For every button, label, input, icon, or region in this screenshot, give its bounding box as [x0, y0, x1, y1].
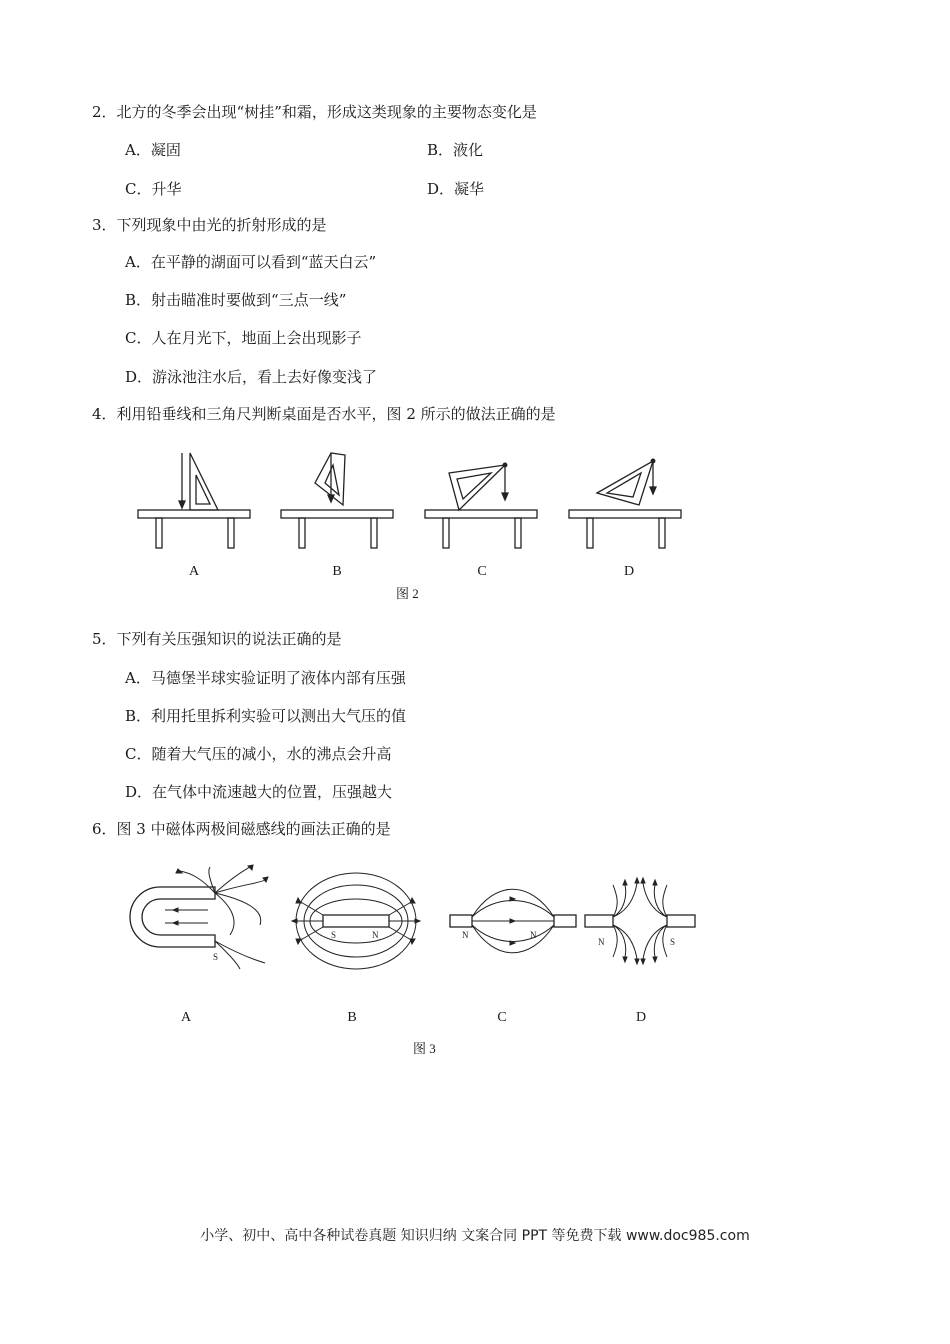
figure-2-label-b: B — [332, 564, 342, 579]
figure-2-c-drawing — [425, 463, 537, 548]
question-5-option-c: C．随着大气压的减小，水的沸点会升高 — [125, 745, 392, 763]
figure-3-label-c: C — [497, 1010, 507, 1025]
question-5-stem: 5．下列有关压强知识的说法正确的是 — [92, 630, 342, 648]
question-2-stem: 2．北方的冬季会出现“树挂”和霜，形成这类现象的主要物态变化是 — [92, 103, 537, 121]
figure-3-label-a: A — [180, 1010, 192, 1025]
question-2-option-c: C．升华 — [125, 180, 182, 198]
figure-3-a-drawing — [130, 865, 268, 969]
figure-2-label-d: D — [623, 564, 635, 579]
question-3-stem: 3．下列现象中由光的折射形成的是 — [92, 216, 327, 234]
question-3-option-c: C．人在月光下，地面上会出现影子 — [125, 329, 362, 347]
figure-3-label-d: D — [635, 1010, 647, 1025]
figure-2-label-a: A — [188, 564, 200, 579]
pole-label: N — [598, 937, 605, 947]
question-4-stem: 4．利用铅垂线和三角尺判断桌面是否水平，图 2 所示的做法正确的是 — [92, 405, 556, 423]
figure-2-a-drawing — [138, 453, 250, 548]
figure-3-diagram — [120, 865, 720, 975]
footer-text: 小学、初中、高中各种试卷真题 知识归纳 文案合同 PPT 等免费下载 www.doc985.com — [200, 1228, 750, 1244]
question-3-option-b: B．射击瞄准时要做到“三点一线” — [125, 291, 347, 309]
pole-label: N — [462, 930, 469, 940]
figure-2-caption: 图 2 — [396, 586, 419, 601]
question-5-option-b: B．利用托里拆利实验可以测出大气压的值 — [125, 707, 407, 725]
figure-2-d-drawing — [569, 459, 681, 548]
figure-3-d-drawing — [585, 878, 695, 964]
figure-3-c-drawing — [450, 889, 576, 953]
question-2-option-d: D．凝华 — [427, 180, 485, 198]
figure-2-label-c: C — [477, 564, 487, 579]
question-5-option-a: A．马德堡半球实验证明了液体内部有压强 — [125, 669, 406, 687]
figure-2-diagram — [130, 445, 710, 555]
question-5-option-d: D．在气体中流速越大的位置，压强越大 — [125, 783, 393, 801]
pole-label: N — [372, 930, 379, 940]
figure-3-caption: 图 3 — [413, 1041, 436, 1056]
question-2-option-b: B．液化 — [427, 141, 484, 159]
pole-label: S — [670, 937, 676, 947]
question-6-stem: 6．图 3 中磁体两极间磁感线的画法正确的是 — [92, 820, 391, 838]
question-3-option-a: A．在平静的湖面可以看到“蓝天白云” — [125, 253, 377, 271]
pole-label: S — [213, 952, 219, 962]
question-3-option-d: D．游泳池注水后，看上去好像变浅了 — [125, 368, 378, 386]
pole-label: N — [530, 930, 537, 940]
figure-3-label-b: B — [347, 1010, 357, 1025]
figure-3-b-drawing — [292, 873, 420, 969]
figure-2-b-drawing — [281, 453, 393, 548]
pole-label: S — [331, 930, 337, 940]
question-2-option-a: A．凝固 — [125, 141, 181, 159]
